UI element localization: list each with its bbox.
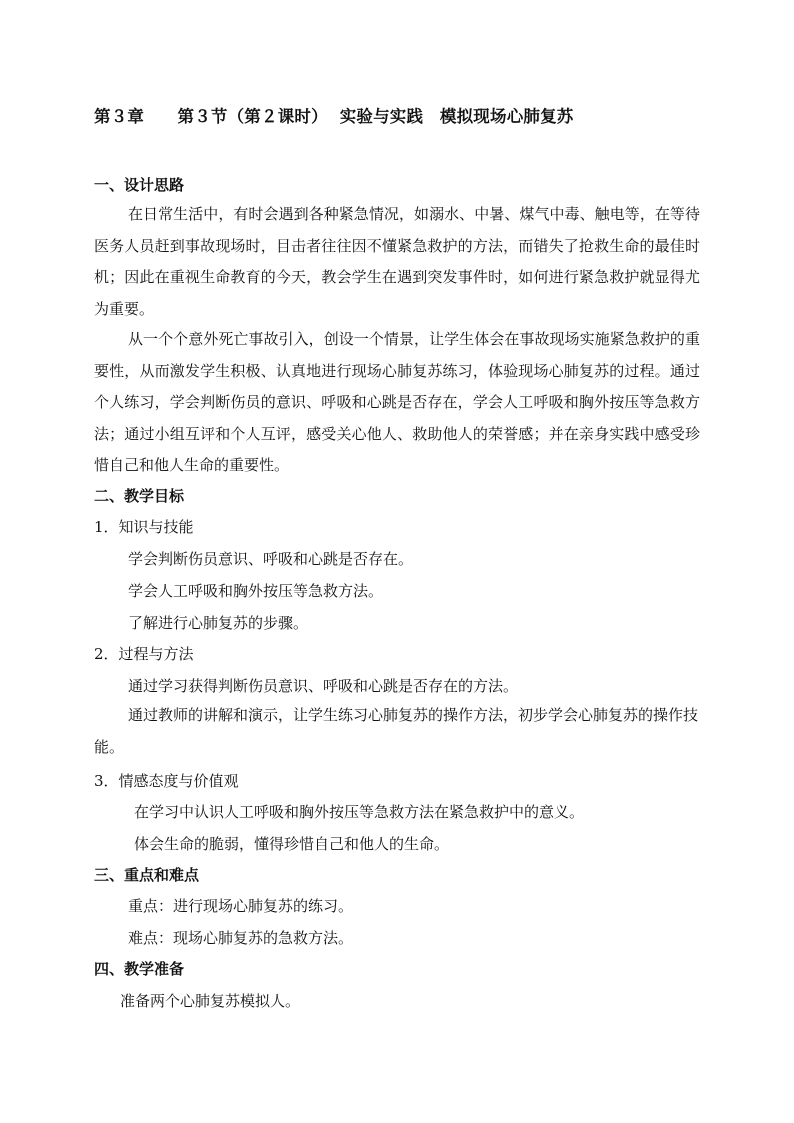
goal-line: 通过学习获得判断伤员意识、呼吸和心跳是否存在的方法。: [128, 677, 519, 695]
key-point-line: 重点：进行现场心肺复苏的练习。: [128, 897, 354, 915]
paragraph-design-1: 在日常生活中，有时会遇到各种紧急情况，如溺水、中暑、煤气中毒、触电等，在等待医务人员赶到事故现场时，目击者往往因不懂紧急救护的方法，而错失了抢救生命的最佳时机；因此在重视生命教育的今天，教会学生在遇到突发事件时，如何进行紧急救护就显得尤为重要。: [94, 205, 700, 318]
preparation-line: 准备两个心肺复苏模拟人。: [120, 992, 301, 1010]
section-heading-goals: 二、教学目标: [94, 487, 185, 505]
section-heading-preparation: 四、教学准备: [94, 960, 185, 978]
goal-label-process: 2．过程与方法: [94, 645, 194, 663]
goal-label-knowledge: 1．知识与技能: [94, 518, 194, 536]
section-heading-key-points: 三、重点和难点: [94, 866, 200, 884]
goal-line: 学会人工呼吸和胸外按压等急救方法。: [128, 582, 384, 600]
goal-line: 在学习中认识人工呼吸和胸外按压等急救方法在紧急救护中的意义。: [134, 803, 585, 821]
goal-line: 体会生命的脆弱，懂得珍惜自己和他人的生命。: [134, 835, 450, 853]
goal-label-attitude: 3．情感态度与价值观: [94, 772, 239, 790]
section-heading-design: 一、设计思路: [94, 176, 185, 194]
goal-line: 学会判断伤员意识、呼吸和心跳是否存在。: [128, 550, 414, 568]
page-title: 第３章 第３节（第２课时） 实验与实践 模拟现场心肺复苏: [94, 107, 574, 126]
difficulty-line: 难点：现场心肺复苏的急救方法。: [128, 929, 354, 947]
goal-line-wrapped: 通过教师的讲解和演示，让学生练习心肺复苏的操作方法，初步学会心肺复苏的操作技能。: [94, 706, 699, 756]
paragraph-design-2: 从一个个意外死亡事故引入，创设一个情景，让学生体会在事故现场实施紧急救护的重要性，从而激发学生积极、认真地进行现场心肺复苏练习，体验现场心肺复苏的过程。通过个人练习，学会判断伤员的意识、呼吸和心跳是否存在，学会人工呼吸和胸外按压等急救方法；通过小组互评和个人互评，感受关心他人、救助他人的荣誉感；并在亲身实践中感受珍惜自己和他人生命的重要性。: [94, 330, 700, 474]
goal-line: 了解进行心肺复苏的步骤。: [128, 614, 309, 632]
